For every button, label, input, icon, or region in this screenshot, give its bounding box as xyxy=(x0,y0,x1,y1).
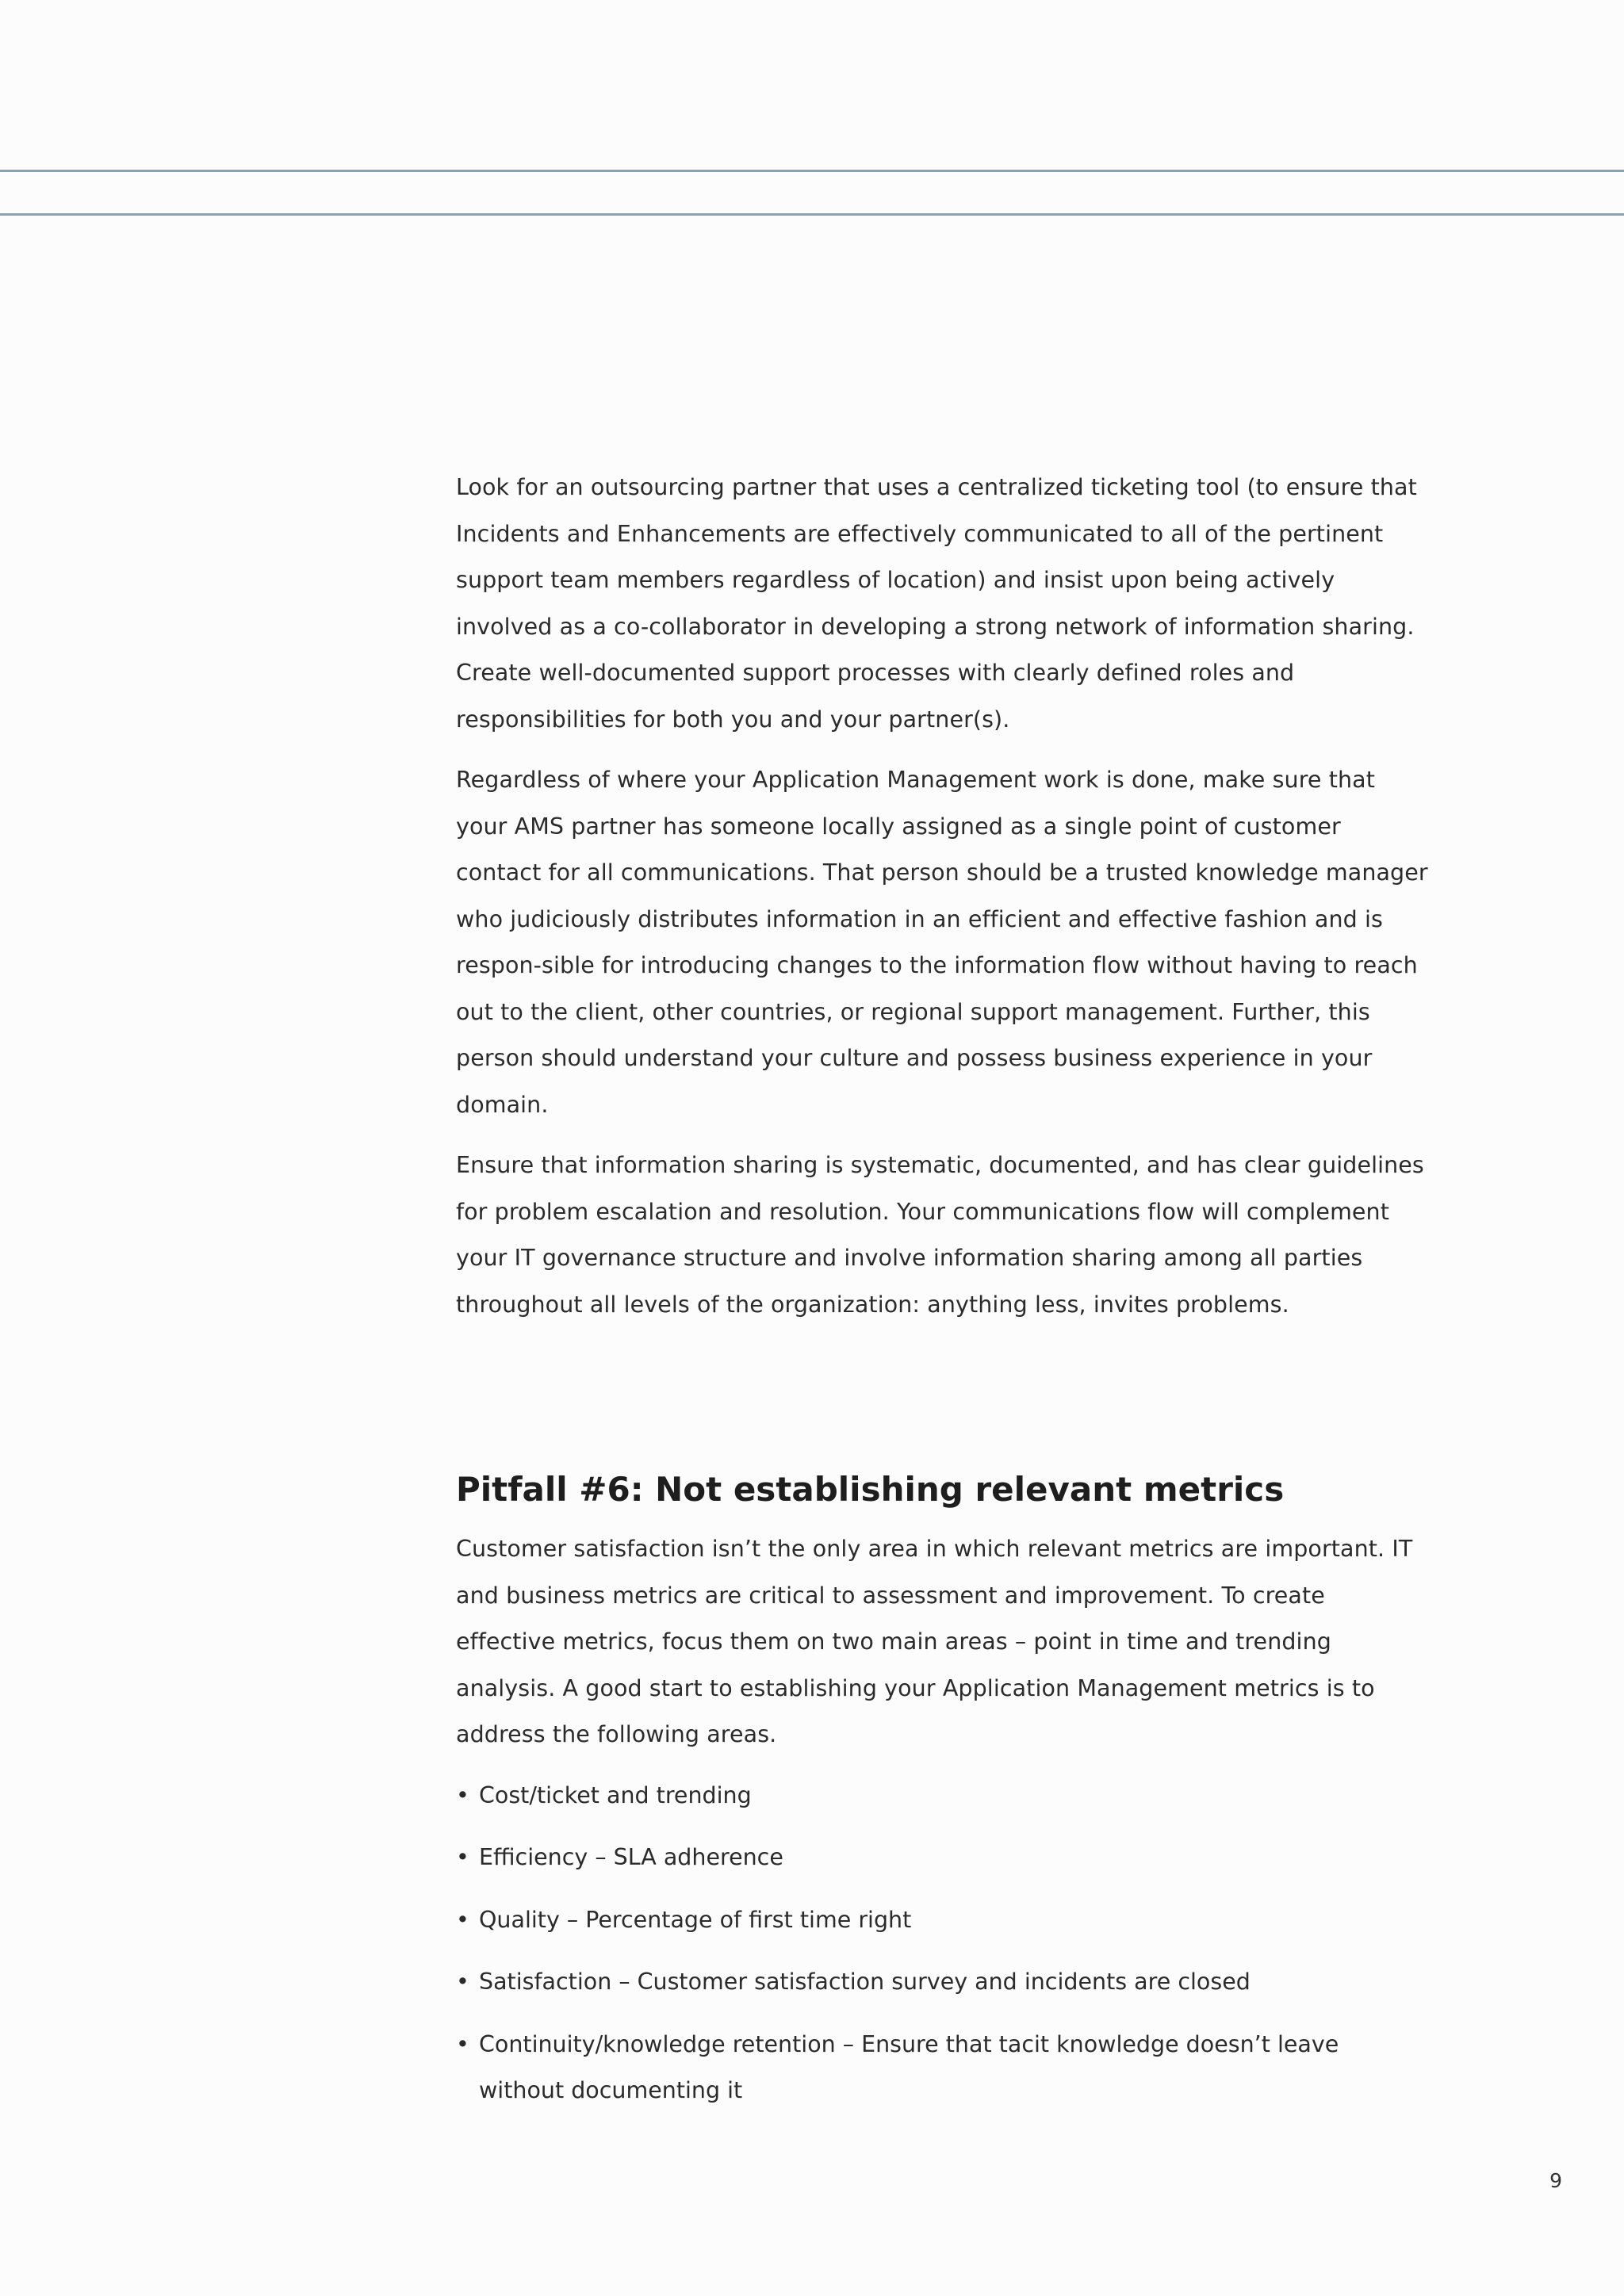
list-item-text: Satisfaction – Customer satisfaction survey and incidents are closed xyxy=(479,1969,1251,1995)
bullet-icon: • xyxy=(456,1844,469,1870)
paragraph-local-contact: Regardless of where your Application Management work is done, make sure that your AMS partner has someone locally assigned as a single point of customer contact for all communications. That person should be a trusted knowledge manager who judiciously distributes information in an efficient and effective fashion and is respon-sible for introducing changes to the information flow without having to reach out to the client, other countries, or regional support management. Further, this person should understand your culture and possess business experience in your domain. xyxy=(456,767,1428,1118)
paragraph-ticketing-partner: Look for an outsourcing partner that uses a centralized ticketing tool (to ensure that Incidents and Enhancements are effectively communicated to all of the pertinent support team members regardless of location) and insist upon being actively involved as a co-collaborator in developing a strong network of information sharing. Create well-documented support processes with clearly defined roles and responsibilities for both you and your partner(s). xyxy=(456,474,1417,733)
list-item xyxy=(456,1959,1375,2006)
list-item-text: Cost/ticket and trending xyxy=(479,1781,752,1808)
list-item xyxy=(456,2022,1375,2114)
list-item xyxy=(456,1897,1375,1944)
list-item xyxy=(456,1773,1375,1820)
page-number: 9 xyxy=(1549,2169,1562,2192)
header-rule-bottom xyxy=(0,213,1624,216)
page-body xyxy=(456,465,1431,2130)
header-rule-top xyxy=(0,170,1624,172)
bullet-icon: • xyxy=(456,2030,469,2057)
list-item-text: Continuity/knowledge retention – Ensure that tacit knowledge doesn’t leave without documenting it xyxy=(479,2030,1339,2103)
list-item xyxy=(456,1835,1375,1881)
bullet-icon: • xyxy=(456,1969,469,1995)
metrics-list xyxy=(456,1773,1431,2114)
section-heading: Pitfall #6: Not establishing relevant metrics xyxy=(456,1470,1285,1509)
bullet-icon: • xyxy=(456,1781,469,1808)
list-item-text: Efficiency – SLA adherence xyxy=(479,1844,783,1870)
section-intro: Customer satisfaction isn’t the only area in which relevant metrics are important. IT and business metrics are critical to assessment and improvement. To create effective metrics, focus them on two main areas – point in time and trending analysis. A good start to establishing your Application Management metrics is to address the following areas. xyxy=(456,1536,1413,1747)
bullet-icon: • xyxy=(456,1906,469,1933)
list-item-text: Quality – Percentage of first time right xyxy=(479,1906,912,1933)
paragraph-information-sharing: Ensure that information sharing is systematic, documented, and has clear guidelines for problem escalation and resolution. Your communications flow will complement your IT governance structure and involve information sharing among all parties throughout all levels of the organization: anything less, invites problems. xyxy=(456,1152,1424,1318)
